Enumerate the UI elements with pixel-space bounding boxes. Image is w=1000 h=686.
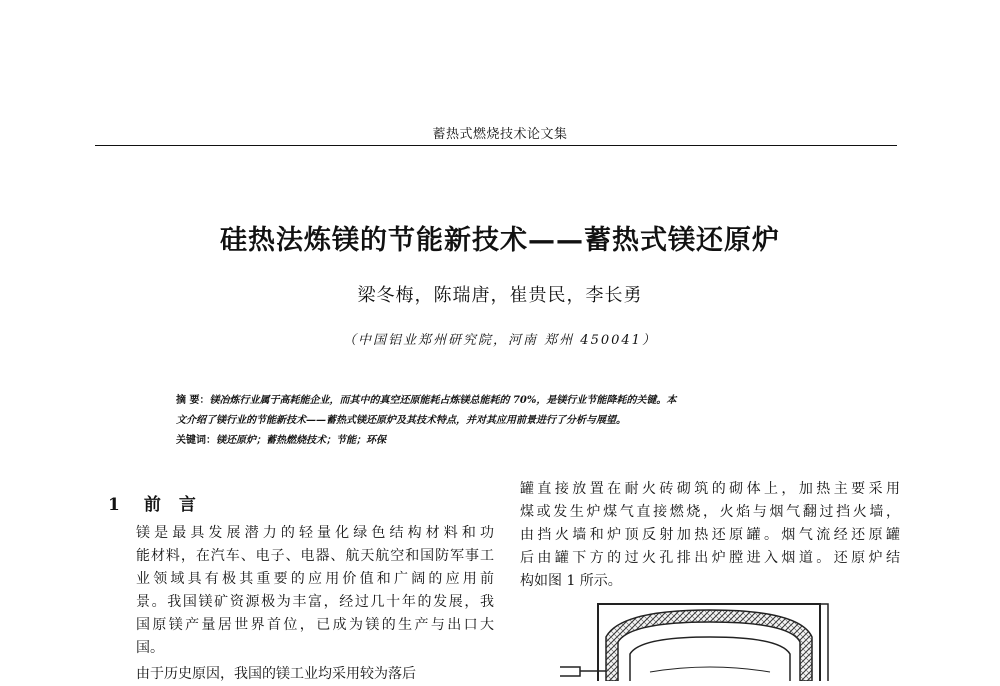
text-line: 后由罐下方的过火孔排出炉膛进入烟道。还原炉结 — [520, 550, 900, 566]
keywords — [176, 435, 836, 447]
furnace-side-frame — [815, 604, 828, 681]
abstract-line-1 — [176, 395, 836, 407]
text-line: 由挡火墙和炉顶反射加热还原罐。烟气流经还原罐 — [520, 527, 900, 543]
retort-pipe — [560, 667, 580, 676]
affiliation: （中国铝业郑州研究院，河南 郑州 450041） — [343, 333, 657, 348]
text-line: 国。 — [136, 640, 164, 656]
paper-title: 硅热法炼镁的节能新技术——蓄热式镁还原炉 — [220, 225, 780, 256]
section-number: 1 — [108, 495, 122, 515]
right-column — [520, 478, 900, 593]
keywords-text: 镁还原炉；蓄热燃烧技术；节能；环保 — [216, 435, 386, 446]
retort-outline — [650, 667, 770, 672]
section-heading — [108, 490, 198, 515]
text-line: 镁是最具发展潜力的轻量化绿色结构材料和功 — [136, 525, 494, 541]
section-title-char-2: 言 — [178, 495, 198, 515]
paragraph-1 — [108, 522, 494, 660]
text-line: 构如图 1 所示。 — [520, 573, 622, 589]
text-line: 煤或发生炉煤气直接燃烧，火焰与烟气翻过挡火墙， — [520, 504, 900, 520]
text-line: 罐直接放置在耐火砖砌筑的砌体上，加热主要采用 — [520, 481, 900, 497]
furnace-refractory-lining — [606, 610, 812, 681]
abstract-label: 摘 要： — [176, 395, 210, 406]
header-rule — [95, 145, 897, 146]
text-line: 国原镁产量居世界首位，已成为镁的生产与出口大 — [136, 617, 494, 633]
section-title-char-1: 前 — [143, 495, 163, 515]
text-line: 景。我国镁矿资源极为丰富，经过几十年的发展，我 — [136, 594, 494, 610]
text-line: 能材料，在汽车、电子、电器、航天航空和国防军事工 — [136, 548, 494, 564]
paragraph-2-start: 由于历史原因，我国的镁工业均采用较为落后 — [136, 666, 416, 682]
keywords-label: 关键词： — [176, 435, 216, 446]
running-header: 蓄热式燃烧技术论文集 — [432, 127, 568, 142]
authors: 梁冬梅，陈瑞唐，崔贵民，李长勇 — [357, 285, 643, 306]
abstract-line-2: 文介绍了镁行业的节能新技术——蓄热式镁还原炉及其技术特点，并对其应用前景进行了分析与展望。 — [176, 415, 626, 426]
furnace-figure — [560, 592, 860, 681]
abstract-text-1: 镁冶炼行业属于高耗能企业，而其中的真空还原能耗占炼镁总能耗的 70%，是镁行业节能降耗的关键。本 — [209, 395, 677, 406]
text-line: 业领域具有极其重要的应用价值和广阔的应用前 — [136, 571, 494, 587]
left-column — [108, 522, 494, 682]
furnace-inner-chamber — [630, 637, 790, 681]
